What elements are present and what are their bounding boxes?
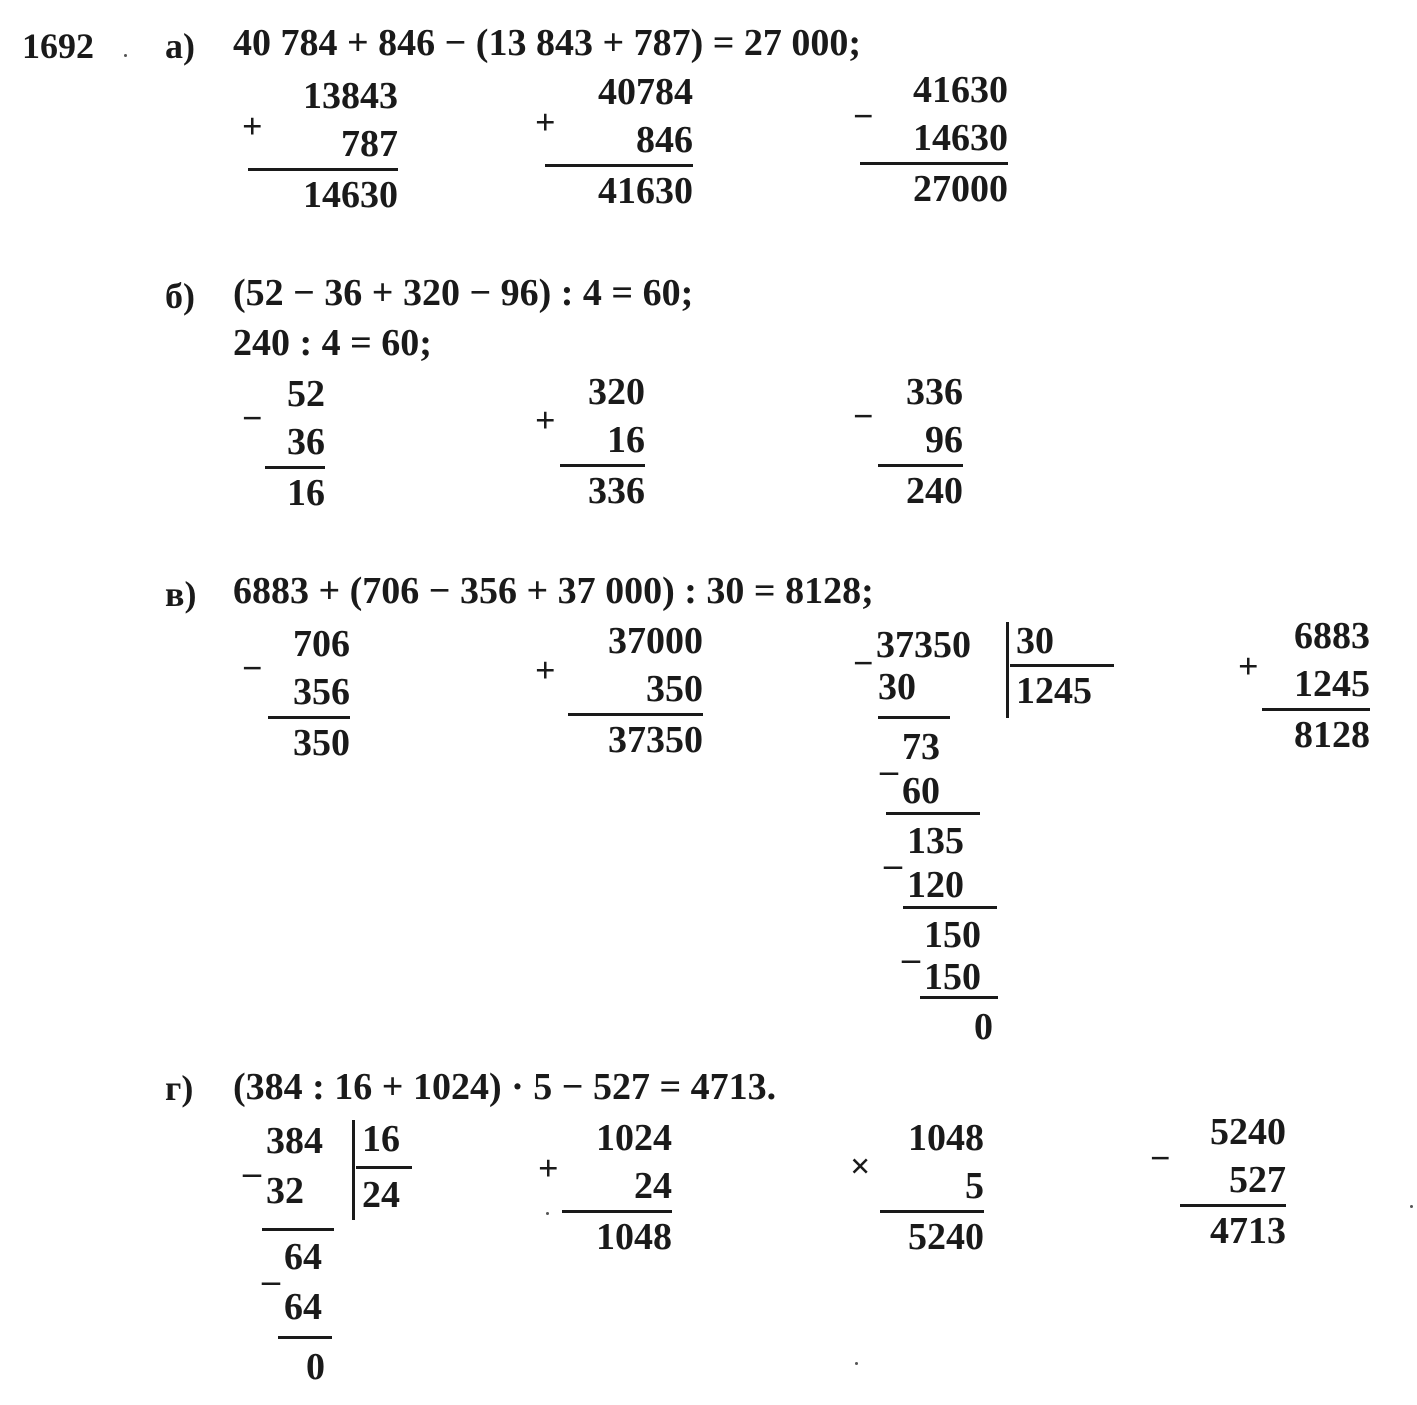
minus-sign: _ [262,1248,280,1288]
step-line [278,1336,332,1339]
part-b-equation: (52 − 36 + 320 − 96) : 4 = 60; [233,272,694,314]
divisor-underline [1010,664,1114,667]
result: 41630 [598,170,693,212]
part-a-col2 [545,68,693,215]
operand-bottom: 16 [607,419,645,461]
part-v-label: в) [165,574,197,614]
part-v-col1-operator: − [242,648,263,688]
step-subtrahend: 120 [907,864,964,906]
step-line [903,906,997,909]
division-bar-vertical [352,1120,355,1220]
divisor: 30 [1016,620,1054,662]
part-g-label: г) [165,1068,194,1108]
final-remainder: 0 [306,1346,325,1388]
operand-bottom: 96 [925,419,963,461]
result: 240 [906,470,963,512]
step-line [920,996,998,999]
part-a-col1 [248,72,398,219]
part-g-equation: (384 : 16 + 1024) · 5 − 527 = 4713. [233,1066,777,1108]
part-v-col4-operator: + [1238,646,1259,686]
operand-top: 320 [588,371,645,413]
operand-top: 13843 [303,75,398,117]
result: 1048 [596,1216,672,1258]
part-b-col3-operator: − [853,396,874,436]
speck [855,1362,858,1365]
result: 4713 [1210,1210,1286,1252]
part-g-col3-operator: × [850,1146,871,1186]
part-v-col1 [268,620,350,767]
quotient: 1245 [1016,670,1092,712]
part-v-col2 [568,617,703,764]
step-subtrahend: 30 [878,666,916,708]
step-remainder: 150 [924,914,981,956]
minus-sign: _ [902,926,920,966]
operand-top: 5240 [1210,1111,1286,1153]
final-remainder: 0 [974,1006,993,1048]
operand-top: 706 [293,623,350,665]
part-v-col4 [1262,612,1370,759]
dividend: 37350 [876,624,971,666]
part-b-col2-operator: + [535,400,556,440]
step-remainder: 135 [907,820,964,862]
operand-bottom: 14630 [913,117,1008,159]
problem-number: 1692 [22,26,94,66]
speck [124,54,127,57]
result: 5240 [908,1216,984,1258]
operand-bottom: 1245 [1294,663,1370,705]
operand-bottom: 350 [646,668,703,710]
speck [546,1212,549,1215]
operand-bottom: 846 [636,119,693,161]
dividend: 384 [266,1120,323,1162]
part-g-col2-operator: + [538,1148,559,1188]
minus-sign: _ [880,738,898,778]
part-b-col3 [878,368,963,515]
operand-top: 1048 [908,1117,984,1159]
part-a-col3-operator: − [853,96,874,136]
step-subtrahend: 64 [284,1286,322,1328]
division-bar-vertical [1006,622,1009,718]
step-line [878,716,950,719]
step-remainder: 73 [902,726,940,768]
part-a-col1-operator: + [242,106,263,146]
part-v-equation: 6883 + (706 − 356 + 37 000) : 30 = 8128; [233,570,874,612]
part-b-label: б) [165,276,195,316]
part-a-col3 [860,66,1008,213]
divisor-underline [356,1166,412,1169]
result: 336 [588,470,645,512]
part-b-equation-2: 240 : 4 = 60; [233,322,432,364]
step-line [886,812,980,815]
part-b-col1 [265,370,325,517]
operand-bottom: 356 [293,671,350,713]
part-g-col4 [1180,1108,1286,1255]
part-a-col2-operator: + [535,102,556,142]
minus-sign: _ [243,1140,261,1180]
operand-top: 40784 [598,71,693,113]
part-b-col2 [560,368,645,515]
minus-sign: _ [884,832,902,872]
operand-bottom: 36 [287,421,325,463]
result: 8128 [1294,714,1370,756]
result: 37350 [608,719,703,761]
operand-bottom: 527 [1229,1159,1286,1201]
part-v-col2-operator: + [535,650,556,690]
operand-top: 6883 [1294,615,1370,657]
result: 27000 [913,168,1008,210]
part-g-col4-operator: − [1150,1138,1171,1178]
step-remainder: 64 [284,1236,322,1278]
part-a-equation: 40 784 + 846 − (13 843 + 787) = 27 000; [233,22,862,64]
minus-sign: − [853,643,874,683]
result: 16 [287,472,325,514]
operand-top: 37000 [608,620,703,662]
result: 14630 [303,174,398,216]
step-subtrahend: 60 [902,770,940,812]
part-a-label: а) [165,26,195,66]
operand-bottom: 24 [634,1165,672,1207]
part-g-col2 [562,1114,672,1261]
operand-bottom: 5 [965,1165,984,1207]
result: 350 [293,722,350,764]
quotient: 24 [362,1174,400,1216]
operand-top: 41630 [913,69,1008,111]
step-subtrahend: 150 [924,956,981,998]
operand-top: 336 [906,371,963,413]
part-b-col1-operator: − [242,398,263,438]
step-line [262,1228,334,1231]
operand-bottom: 787 [341,123,398,165]
divisor: 16 [362,1118,400,1160]
operand-top: 1024 [596,1117,672,1159]
step-subtrahend: 32 [266,1170,304,1212]
part-g-col3 [880,1114,984,1261]
speck [1410,1205,1413,1208]
operand-top: 52 [287,373,325,415]
